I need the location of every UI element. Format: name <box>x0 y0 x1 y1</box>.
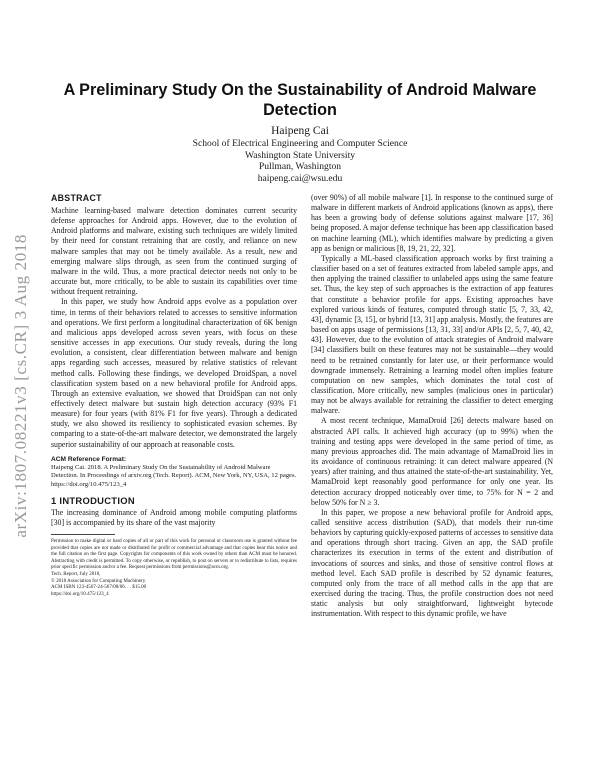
abstract-paragraph: In this paper, we study how Android apps evolve as a population over time, in terms of their behaviors related to accesses to sensitive information and operations. We first perform a longitudinal characterization of 6K benign and malicious apps developed across seven years, with focus on these sensitive accesses in app executions. Our study reveals, during the long evolution, a consistent, clear differentiation between malware and benign apps regarding such accesses, measured by relative statistics of relevant method calls. Following these findings, we developed DroidSpan, a novel classification system based on a new behavioral profile for Android apps. Through an extensive evaluation, we showed that DroidSpan can not only effectively detect malware but sustain high detection accuracy (93% F1 measure) for four years (with 81% F1 for five years). Through a dedicated study, we also showed its resiliency to sophisticated evasion schemes. By comparing to a state-of-the-art malware detector, we demonstrated the largely superior sustainability of our approach at reasonable costs. <box>51 297 297 449</box>
venue-note: Tech. Report, July 2018, <box>51 571 101 578</box>
arxiv-identifier-text: arXiv:1807.08221v3 [cs.CR] 3 Aug 2018 <box>11 234 30 538</box>
author-block <box>100 124 500 184</box>
right-column <box>311 193 553 620</box>
paper-title: A Preliminary Study On the Sustainability of Android Malware Detection <box>63 81 537 119</box>
footnote-divider <box>51 534 115 535</box>
introduction-paragraph: The increasing dominance of Android among mobile computing platforms [30] is accompanied by its share of the vast majority <box>51 507 297 527</box>
copyright-note: © 2018 Association for Computing Machinery. <box>51 577 147 584</box>
introduction-heading: 1 INTRODUCTION <box>51 494 135 506</box>
reference-format-heading: ACM Reference Format: <box>51 455 127 463</box>
body-paragraph: A most recent technique, MamaDroid [26] detects malware based on abstracted API calls. It achieved high accuracy (up to 99%) when the training and testing apps were developed in the same period of time, as many previous approaches did. The main advantage of MamaDroid lies in its avoidance of continuous retraining: it can detect malware appeared (N years) after training, and thus attained the state-of-the-art sustainability. Yet, MamaDroid kept reasonably good performance for only one year. Its detection accuracy dropped noticeably over time, to 75% for N = 2 and below 50% for N ≥ 3. <box>311 416 553 507</box>
arxiv-identifier <box>6 196 36 576</box>
body-paragraph: Typically a ML-based classification approach works by first training a classifier based on a set of features extracted from labeled sample apps, and then applying the trained classifier to unlabeled apps using the same feature set. Thus, the key step of such approaches is the extraction of app features that constitute a behavior profile for apps. Existing approaches have explored various kinds of features, computed through static [5, 7, 33, 42, 43], dynamic [3, 15], or hybrid [13, 31] app analysis. Mostly, the features are based on apps usage of permissions [13, 31, 33] and/or APIs [2, 5, 7, 40, 42, 43]. However, due to the evolution of attack strategies of Android malware [34] classifiers built on these features may not be sustainable—they would need to be retrained constantly for later use, or their performance would downgrade immensely. Retraining a learning model often implies feature computation on new samples, which dominates the total cost of classification. More critically, new samples (malicious ones in particular) may not be always available for retraining the classifier to detect emerging malware. <box>311 253 553 416</box>
author-university: Washington State University <box>244 149 356 161</box>
abstract-paragraph: Machine learning-based malware detection dominates current security defense approaches for Android apps. However, due to the evolution of Android platforms and malware, existing such techniques are widely limited by their need for constant retraining that are costly, and reliance on new malware samples that may not be timely available. As a result, new and emerging malware slips through, as seen from the continued surging of malware in the wild. Thus, a more practical detector needs not only to be accurate but, more critically, to be able to sustain its capabilities over time without frequent retraining. <box>51 206 297 297</box>
doi-link[interactable]: https://doi.org/10.475/123_4 <box>51 591 109 598</box>
permission-notice: Permission to make digital or hard copies of all or part of this work for personal or classroom use is granted without fee provided that copies are not made or distributed for profit or commercial advantage and that copies bear this notice and the full citation on the first page. Copyrights for components of this work owned by others than ACM must be honored. Abstracting with credit is permitted. To copy otherwise, or republish, to post on servers or to redistribute to lists, requires prior specific permission and/or a fee. Request permissions from permissions@acm.org. <box>51 537 297 571</box>
body-paragraph: (over 90%) of all mobile malware [1]. In response to the continued surge of malware in different markets of Android applications (known as apps), there has been a growing body of defense solutions against malware [17, 36] being proposed. A major defense technique has been app classification based on machine learning (ML), which identifies malware by predicting a given app as benign or malicious [8, 19, 21, 22, 32]. <box>311 193 553 253</box>
abstract-heading: ABSTRACT <box>51 193 102 203</box>
reference-format-text: Haipeng Cai. 2018. A Preliminary Study On the Sustainability of Android Malware Detection. In Proceedings of arxiv.org (Tech. Report). ACM, New York, NY, USA, 12 pages. https://doi.org/10.475/123_4 <box>51 463 297 488</box>
author-name: Haipeng Cai <box>271 125 329 137</box>
left-column <box>51 193 297 598</box>
copyright-footnote <box>51 538 297 598</box>
author-email: haipeng.cai@wsu.edu <box>257 172 343 184</box>
isbn-note: ACM ISBN 123-4567-24-567/08/06. . . $15.00 <box>51 584 147 591</box>
author-school: School of Electrical Engineering and Computer Science <box>192 138 408 149</box>
author-city: Pullman, Washington <box>258 161 342 172</box>
body-paragraph: In this paper, we propose a new behavioral profile for Android apps, called sensitive access distribution (SAD), that models their run-time behaviors by capturing quickly-exposed patterns of accesses to sensitive data and operations through short tracing. Given an app, the SAD profile characterizes its execution in terms of the extent and distribution of invocations of sources and sinks, and those of sensitive control flows at method level. Each SAD profile is described by 52 dynamic features, computed only from the trace of all method calls in the app that are exercised during the tracing. Thus, the profile construction does not need static analysis but only straightforward, lightweight bytecode instrumentation. With respect to this dynamic profile, we have <box>311 507 553 619</box>
